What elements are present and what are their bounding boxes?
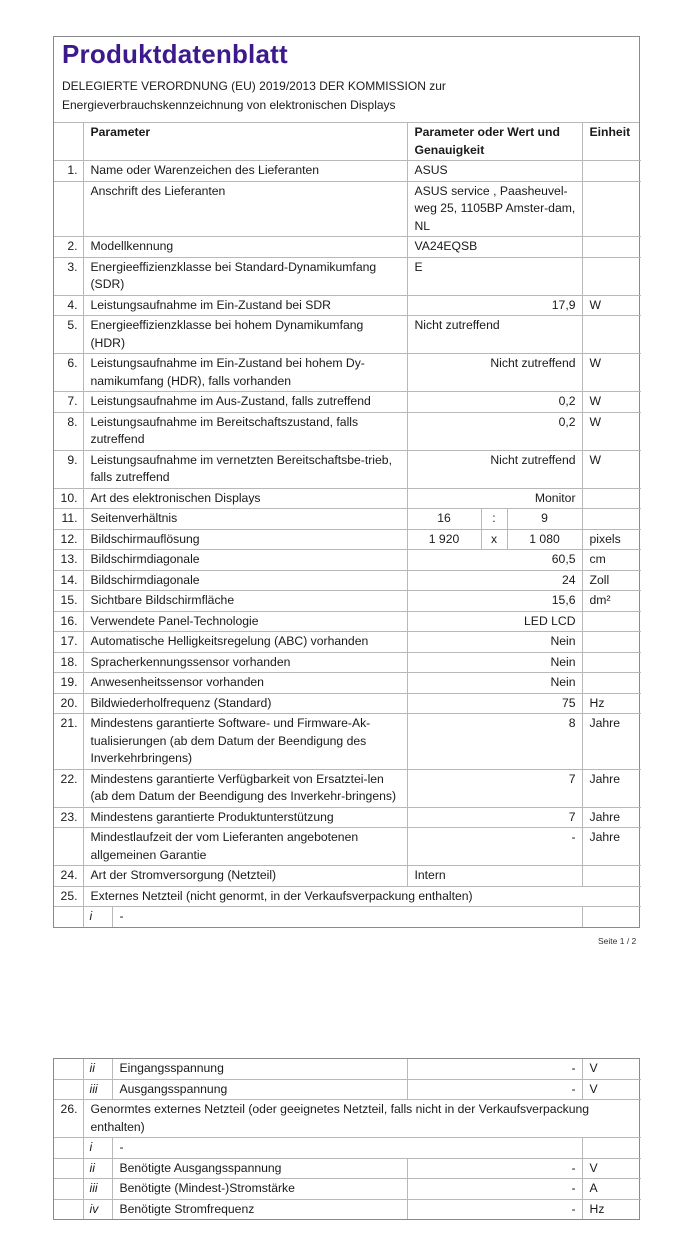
row-parameter: Externes Netzteil (nicht genormt, in der Verkaufsverpackung enthalten) [83,886,641,907]
row-number: 10. [54,488,83,509]
subrow-unit: V [582,1079,641,1100]
table-subrow [54,1059,641,1079]
row-unit [582,237,641,258]
table-row [54,673,641,694]
row-number: 21. [54,714,83,770]
row-parameter: Modellkennung [83,237,407,258]
table-row [54,316,641,354]
row-value: ASUS service , Paasheuvel-weg 25, 1105BP Amster-dam, NL [407,181,582,237]
table-row [54,392,641,413]
table-row [54,769,641,807]
subrow-parameter: Benötigte (Mindest-)Stromstärke [112,1179,407,1200]
subrow-roman: ii [83,1158,112,1179]
row-value-separator: x [481,529,507,550]
table-row [54,866,641,887]
table-row [54,591,641,612]
row-parameter: Art des elektronischen Displays [83,488,407,509]
row-value: ASUS [407,161,582,182]
row-number [54,181,83,237]
row-number: 9. [54,450,83,488]
table-row [54,828,641,866]
row-number [54,907,83,927]
table-row [54,257,641,295]
row-number [54,828,83,866]
subrow-value: - [407,1179,582,1200]
row-value: Intern [407,866,582,887]
row-unit [582,907,641,927]
row-parameter: Mindestlaufzeit der vom Lieferanten angebotenen allgemeinen Garantie [83,828,407,866]
page-number-footer: Seite 1 / 2 [598,936,637,946]
subrow-parameter: Benötigte Ausgangsspannung [112,1158,407,1179]
row-parameter: Mindestens garantierte Software- und Firmware-Ak-tualisierungen (ab dem Datum der Beendigung des Inverkehrbringens) [83,714,407,770]
row-number: 8. [54,412,83,450]
row-unit: Jahre [582,828,641,866]
subrow-value: - [407,1158,582,1179]
row-unit: pixels [582,529,641,550]
table-row [54,807,641,828]
table-row [54,488,641,509]
row-value: 0,2 [407,412,582,450]
row-parameter: Leistungsaufnahme im Ein-Zustand bei hohem Dy-namikumfang (HDR), falls vorhanden [83,354,407,392]
table-row [54,886,641,907]
row-number: 18. [54,652,83,673]
subrow-roman: iii [83,1079,112,1100]
row-value: 60,5 [407,550,582,571]
row-value-a: 16 [407,509,481,530]
row-parameter: Leistungsaufnahme im Aus-Zustand, falls zutreffend [83,392,407,413]
table-row [54,354,641,392]
row-number: 4. [54,295,83,316]
row-value: 75 [407,693,582,714]
row-number: 17. [54,632,83,653]
row-number [54,1179,83,1200]
row-value-b: 1 080 [507,529,582,550]
subrow-value: - [407,1059,582,1079]
row-parameter: Bildschirmdiagonale [83,570,407,591]
table-row [54,693,641,714]
row-unit [582,161,641,182]
row-value: Nein [407,652,582,673]
row-unit: W [582,392,641,413]
row-parameter: Leistungsaufnahme im vernetzten Bereitschaftsbe-trieb, falls zutreffend [83,450,407,488]
row-unit [582,866,641,887]
table-row [54,1100,641,1138]
row-number [54,1138,83,1159]
header-value-line-2: Genauigkeit [414,142,485,157]
row-unit: Jahre [582,714,641,770]
row-value: 15,6 [407,591,582,612]
table-subrow [54,1179,641,1200]
product-data-table [54,123,641,927]
table-row [54,450,641,488]
row-value: 17,9 [407,295,582,316]
row-unit: W [582,295,641,316]
row-parameter: Anwesenheitssensor vorhanden [83,673,407,694]
table-row [54,550,641,571]
row-value: 8 [407,714,582,770]
table-row [54,529,641,550]
row-number: 14. [54,570,83,591]
row-number: 26. [54,1100,83,1138]
row-value: Nein [407,673,582,694]
row-parameter: Sichtbare Bildschirmfläche [83,591,407,612]
row-value: Nicht zutreffend [407,450,582,488]
datasheet-page-2 [53,1058,640,1220]
row-number: 12. [54,529,83,550]
row-value: - [407,828,582,866]
row-parameter: Energieeffizienzklasse bei hohem Dynamikumfang (HDR) [83,316,407,354]
header-unit: Einheit [582,123,641,161]
table-row [54,714,641,770]
row-number [54,1059,83,1079]
row-unit [582,488,641,509]
row-number: 13. [54,550,83,571]
table-row [54,295,641,316]
table-row [54,237,641,258]
row-number: 15. [54,591,83,612]
row-number: 1. [54,161,83,182]
row-number: 19. [54,673,83,694]
row-value: 24 [407,570,582,591]
row-value-b: 9 [507,509,582,530]
table-row [54,412,641,450]
row-parameter: Bildschirmauflösung [83,529,407,550]
table-row [54,161,641,182]
row-unit [582,673,641,694]
row-unit: Zoll [582,570,641,591]
row-value: 7 [407,807,582,828]
row-unit [582,257,641,295]
row-value: Nicht zutreffend [407,316,582,354]
row-parameter: Automatische Helligkeitsregelung (ABC) vorhanden [83,632,407,653]
row-parameter: Verwendete Panel-Technologie [83,611,407,632]
regulation-subtitle-line-1: DELEGIERTE VERORDNUNG (EU) 2019/2013 DER KOMMISSION zur [62,79,446,93]
row-number: 3. [54,257,83,295]
table-row [54,632,641,653]
row-unit: Jahre [582,807,641,828]
regulation-subtitle-line-2: Energieverbrauchskennzeichnung von elektronischen Displays [62,98,396,112]
subrow-unit: V [582,1158,641,1179]
row-unit: W [582,450,641,488]
row-parameter: Leistungsaufnahme im Bereitschaftszustand, falls zutreffend [83,412,407,450]
row-number [54,1199,83,1219]
subrow-unit: Hz [582,1199,641,1219]
row-unit [582,181,641,237]
row-unit: Hz [582,693,641,714]
subrow-text: - [112,907,582,927]
subrow-value: - [407,1079,582,1100]
table-subrow [54,1079,641,1100]
subrow-roman: iv [83,1199,112,1219]
row-parameter: Spracherkennungssensor vorhanden [83,652,407,673]
subrow-parameter: Eingangsspannung [112,1059,407,1079]
row-parameter: Mindestens garantierte Produktunterstützung [83,807,407,828]
row-number: 7. [54,392,83,413]
row-value: LED LCD [407,611,582,632]
row-unit [582,509,641,530]
row-number: 2. [54,237,83,258]
subrow-value: - [407,1199,582,1219]
row-parameter: Name oder Warenzeichen des Lieferanten [83,161,407,182]
row-value: 0,2 [407,392,582,413]
row-number: 20. [54,693,83,714]
subrow-roman: i [83,907,112,927]
table-subrow [54,907,641,927]
table-row [54,570,641,591]
subrow-text: - [112,1138,582,1159]
table-row [54,181,641,237]
subrow-roman: iii [83,1179,112,1200]
datasheet-page-1 [53,36,640,928]
row-unit: W [582,354,641,392]
header-value [407,123,582,161]
row-number [54,1158,83,1179]
header-number-cell [54,123,83,161]
row-parameter: Anschrift des Lieferanten [83,181,407,237]
table-subrow [54,1158,641,1179]
row-parameter: Art der Stromversorgung (Netzteil) [83,866,407,887]
table-header-row [54,123,641,161]
row-value: VA24EQSB [407,237,582,258]
subrow-unit: V [582,1059,641,1079]
table-subrow [54,1138,641,1159]
row-value: E [407,257,582,295]
row-parameter: Seitenverhältnis [83,509,407,530]
document-title: Produktdatenblatt [62,39,288,69]
table-row [54,611,641,632]
row-parameter: Mindestens garantierte Verfügbarkeit von Ersatztei-len (ab dem Datum der Beendigung des Inverkehr-bringens) [83,769,407,807]
subrow-roman: ii [83,1059,112,1079]
row-unit [582,316,641,354]
row-value: Monitor [407,488,582,509]
product-data-table-continued [54,1059,641,1219]
header-value-line-1: Parameter oder Wert und [414,125,560,139]
table-subrow [54,1199,641,1219]
subrow-unit: A [582,1179,641,1200]
row-unit: W [582,412,641,450]
subrow-parameter: Benötigte Stromfrequenz [112,1199,407,1219]
row-number [54,1079,83,1100]
row-number: 22. [54,769,83,807]
row-value: Nicht zutreffend [407,354,582,392]
table-row [54,652,641,673]
row-unit [582,1138,641,1159]
header-parameter: Parameter [83,123,407,161]
row-unit [582,652,641,673]
row-number: 25. [54,886,83,907]
row-parameter: Energieeffizienzklasse bei Standard-Dynamikumfang (SDR) [83,257,407,295]
row-number: 5. [54,316,83,354]
row-value-separator: : [481,509,507,530]
row-unit [582,632,641,653]
table-row [54,509,641,530]
row-parameter: Bildschirmdiagonale [83,550,407,571]
title-block [54,37,639,123]
row-parameter: Leistungsaufnahme im Ein-Zustand bei SDR [83,295,407,316]
row-number: 24. [54,866,83,887]
row-number: 16. [54,611,83,632]
subrow-parameter: Ausgangsspannung [112,1079,407,1100]
row-unit: cm [582,550,641,571]
row-number: 23. [54,807,83,828]
row-value-a: 1 920 [407,529,481,550]
row-value: Nein [407,632,582,653]
subrow-roman: i [83,1138,112,1159]
row-parameter: Genormtes externes Netzteil (oder geeignetes Netzteil, falls nicht in der Verkaufsverpackung enthalten) [83,1100,641,1138]
row-unit [582,611,641,632]
row-number: 11. [54,509,83,530]
row-value: 7 [407,769,582,807]
row-number: 6. [54,354,83,392]
row-parameter: Bildwiederholfrequenz (Standard) [83,693,407,714]
row-unit: dm² [582,591,641,612]
row-unit: Jahre [582,769,641,807]
